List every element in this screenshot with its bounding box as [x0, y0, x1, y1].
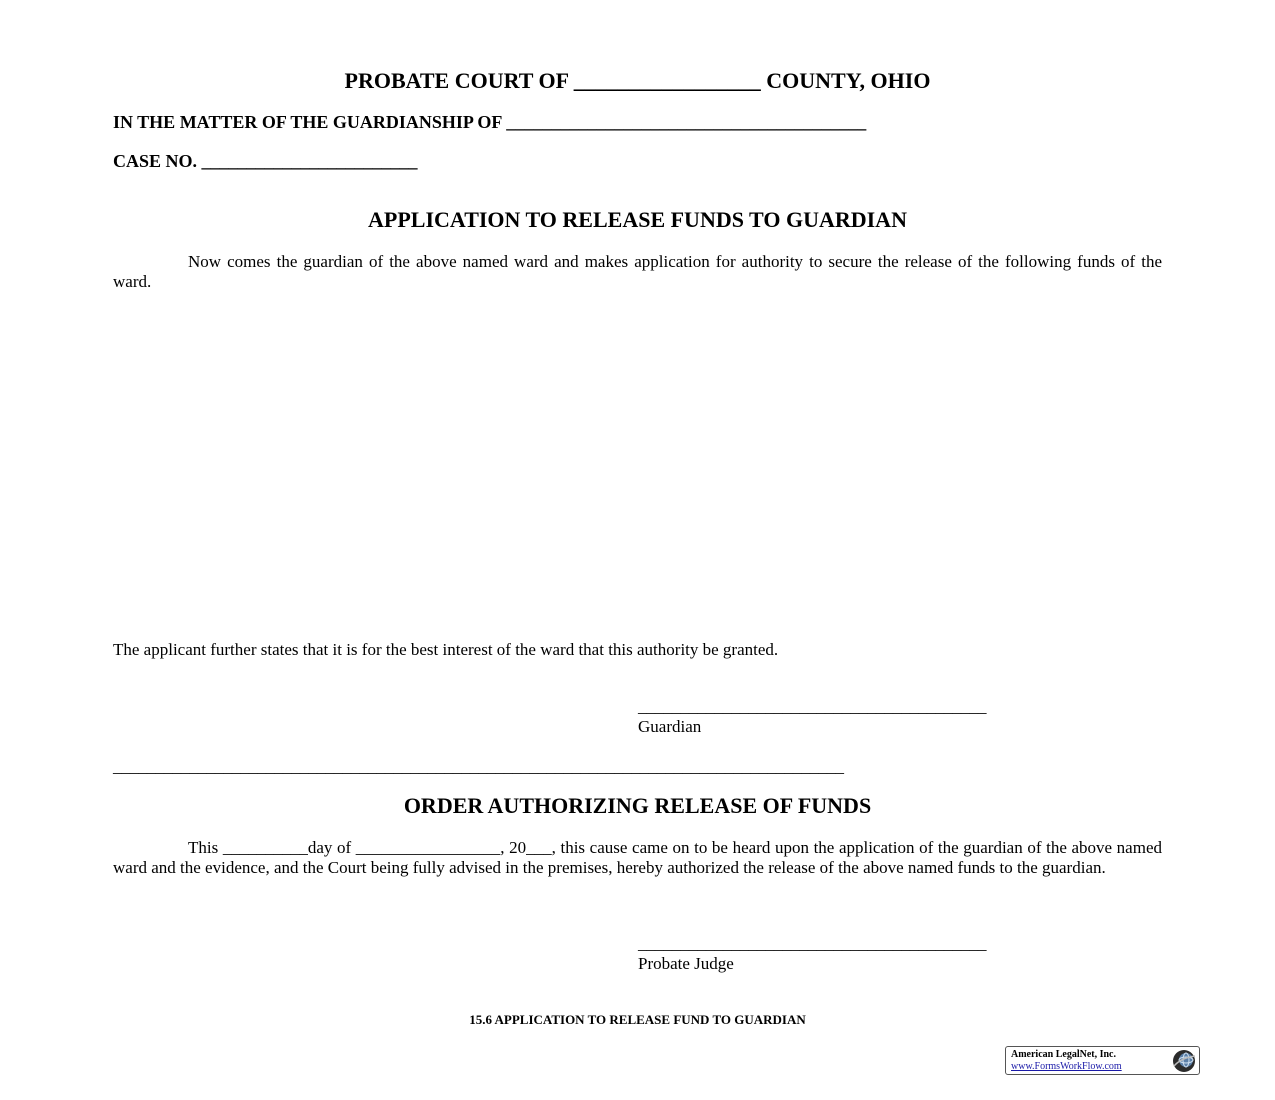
- form-footer-title: 15.6 APPLICATION TO RELEASE FUND TO GUARDIAN: [469, 1012, 806, 1027]
- guardian-signature-line: _________________________________________: [638, 697, 987, 716]
- judge-signature-line: _________________________________________: [638, 934, 987, 953]
- application-intro-paragraph: [113, 252, 1162, 292]
- logo-url-link[interactable]: www.FormsWorkFlow.com: [1011, 1061, 1122, 1072]
- guardianship-matter-line: IN THE MATTER OF THE GUARDIANSHIP OF ________________________________________: [113, 112, 867, 132]
- order-paragraph-text: This __________day of _________________, 20___, this cause came on to be heard upon the application of the guardian of the above named ward and the evidence, and the Court being fully advised in the premises, hereby authorized the release of the above named funds to the guardian.: [113, 838, 1162, 877]
- application-intro-text: Now comes the guardian of the above named ward and makes application for authority to secure the release of the following funds of the ward.: [113, 252, 1162, 291]
- guardian-signature-label: Guardian: [638, 717, 702, 736]
- court-title: PROBATE COURT OF _________________ COUNTY, OHIO: [344, 68, 931, 93]
- american-legalnet-logo: [1005, 1046, 1200, 1075]
- logo-company-name: American LegalNet, Inc.: [1011, 1049, 1116, 1060]
- further-statement: The applicant further states that it is for the best interest of the ward that this authority be granted.: [113, 640, 779, 659]
- section-separator: ______________________________________________________________________________________: [113, 757, 844, 776]
- case-number-line: CASE NO. ________________________: [113, 151, 418, 171]
- order-heading: ORDER AUTHORIZING RELEASE OF FUNDS: [403, 793, 872, 818]
- globe-icon: [1171, 1048, 1197, 1074]
- judge-signature-label: Probate Judge: [638, 954, 734, 973]
- order-paragraph: [113, 838, 1162, 878]
- application-heading: APPLICATION TO RELEASE FUNDS TO GUARDIAN: [368, 207, 907, 232]
